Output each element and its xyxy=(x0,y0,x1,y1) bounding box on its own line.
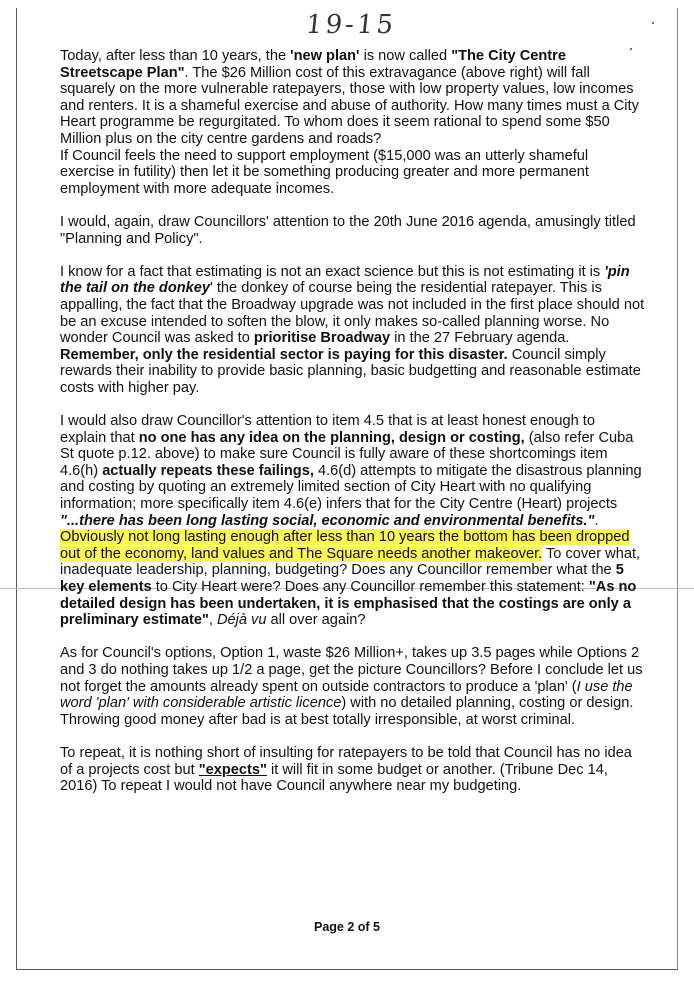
text-run: I would, again, draw Councillors' attention to the 20th June 2016 agenda, amusingly titled "Planning and Policy". xyxy=(60,213,636,247)
text-run: ' the donkey of course being the residential ratepayer. This is appalling, the fact that the Broadway upgrade was not included in the first place should not be an excuse intended to soften the blow, it only makes so-called planning worse. No wonder Council was asked to xyxy=(60,280,645,347)
scan-speck xyxy=(652,22,654,24)
page-number: Page 2 of 5 xyxy=(314,920,380,934)
text-run: I use the word 'plan' with considerable artistic licence xyxy=(60,678,633,712)
text-run: "expects" xyxy=(198,761,267,778)
text-run: To cover what, inadequate leadership, planning, budgeting? Does any Councillor remember what the xyxy=(60,545,641,579)
text-run: . The $26 Million cost of this extravagance (above right) will fall squarely on the more vulnerable ratepayers, those with low property values, low incomes and renters. It is a shameful exercise and abuse of authority. How many times must a City Heart programme be regurgitated. To whom does it seem rational to spend some $50 Million plus on the city centre gardens and roads? xyxy=(60,64,639,147)
text-run: it will fit in some budget or another. (Tribune Dec 14, 2016) To repeat I would not have Council anywhere near my budgeting. xyxy=(60,761,608,795)
text-run: I would also draw Councillor's attention to item 4.5 that is at least honest enough to explain that xyxy=(60,413,595,446)
text-run: "As no detailed design has been undertaken, it is emphasised that the costings are only a preliminary estimate" xyxy=(60,579,637,629)
text-run: 'new plan' xyxy=(290,48,360,64)
paragraph-6 xyxy=(60,645,645,728)
handwritten-page-note: 19-15 xyxy=(304,10,398,40)
text-run: Obviously not long lasting enough after less than 10 years the bottom has been dropped out of the economy, land values and The Square needs another makeover. xyxy=(60,529,630,562)
text-run: Remember, only the residential sector is paying for this disaster. xyxy=(60,346,508,363)
text-run: I know for a fact that estimating is not an exact science but this is not estimating it is xyxy=(60,263,605,280)
text-run: "The City Centre Streetscape Plan" xyxy=(60,48,566,81)
text-run: no one has any idea on the planning, design or costing, xyxy=(138,429,525,446)
text-run: 'pin the tail on the donkey xyxy=(60,263,630,297)
text-run: to City Heart were? Does any Councillor remember this statement: xyxy=(151,579,589,595)
paragraph-3 xyxy=(60,214,645,247)
letter-body xyxy=(60,48,645,811)
text-run: To repeat, it is nothing short of insulting for ratepayers to be told that Council has no idea of a projects cost but xyxy=(60,744,632,778)
text-run: 4.6(d) attempts to mitigate the disastrous planning and costing by quoting an extremely limited section of City Heart with no qualifying information; more specifically item 4.6(e) infers that for the City Centre (Heart) projects xyxy=(60,462,642,513)
paragraph-1 xyxy=(60,48,645,148)
paragraph-5 xyxy=(60,413,645,629)
text-run: (also refer Cuba St quote p.12. above) to make sure Council is fully aware of these shortcomings item 4.6(h) xyxy=(60,429,634,479)
text-run: Council simply rewards their inability to provide basic planning, basic budgetting and reasonable estimate costs with higher pay. xyxy=(60,346,641,396)
text-run: ) with no detailed planning, costing or design. Throwing good money after bad is at best totally irresponsible, at worst criminal. xyxy=(60,695,634,728)
text-run: As for Council's options, Option 1, waste $26 Million+, takes up 3.5 pages while Options 2 and 3 do nothing takes up 1/2 a page, get the picture Councillors? Before I conclude let us not forget the amounts already spent on outside contractors to produce a 'plan' ( xyxy=(60,645,643,695)
paragraph-2 xyxy=(60,148,645,198)
text-run: 5 key elements xyxy=(60,562,624,595)
text-run: Déjà vu xyxy=(216,612,267,629)
text-run: in the 27 February agenda. xyxy=(390,330,570,347)
text-run: Today, after less than 10 years, the xyxy=(60,48,291,64)
text-run: "...there has been long lasting social, economic and environmental benefits." xyxy=(60,512,595,529)
text-run: prioritise Broadway xyxy=(253,330,391,347)
text-run: , xyxy=(208,612,217,629)
text-run: all over again? xyxy=(266,612,366,629)
text-run: is now called xyxy=(359,48,452,64)
paragraph-4 xyxy=(60,264,645,397)
text-run: If Council feels the need to support employment ($15,000 was an utterly shameful exercise in futility) then let it be something producing greater and more permanent employment with more adequate incomes. xyxy=(60,147,589,197)
text-run: . xyxy=(594,512,599,529)
paragraph-7 xyxy=(60,745,645,795)
text-run: actually repeats these failings, xyxy=(102,462,314,479)
